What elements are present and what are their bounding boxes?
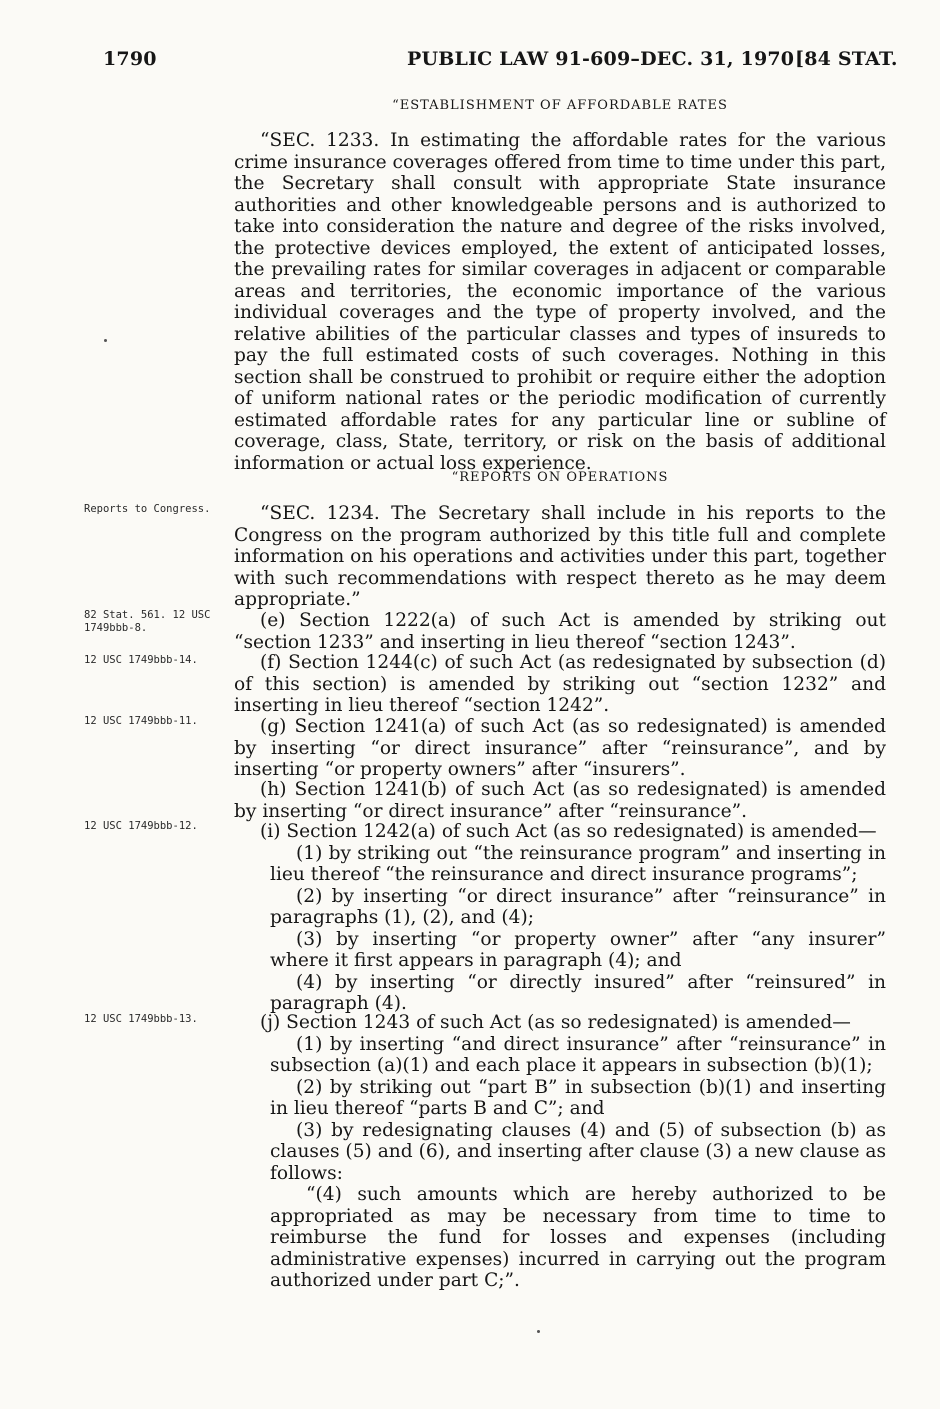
margin-note-e: 82 Stat. 561. 12 USC 1749bbb-8.	[84, 609, 211, 634]
paragraph-j-2: (2) by striking out “part B” in subsection (b)(1) and inserting in lieu thereof “parts B and C”; and	[270, 1076, 886, 1119]
paragraph-i: (i) Section 1242(a) of such Act (as so redesignated) is amended— (1) by striking out “the reinsurance program” and inserting in lieu thereof “the reinsurance and direct insurance programs”; (2) by inserting “or direct insurance” after “reinsurance” in paragraphs (1), (2), and (4); (3) by inserting “or property owner” after “any insurer” where it first appears in paragraph (4); and (4) by inserting “or directly insured” after “reinsured” in paragraph (4).	[234, 821, 886, 1015]
paragraph-i-4: (4) by inserting “or directly insured” after “reinsured” in paragraph (4).	[270, 971, 886, 1014]
paragraph-j-3: (3) by redesignating clauses (4) and (5) of subsection (b) as clauses (5) and (6), and inserting after clause (3) a new clause as follows:	[270, 1119, 886, 1184]
paragraph-i-3: (3) by inserting “or property owner” after “any insurer” where it first appears in paragraph (4); and	[270, 928, 886, 971]
paragraph-j: (j) Section 1243 of such Act (as so redesignated) is amended— (1) by inserting “and direct insurance” after “reinsurance” in subsection (a)(1) and each place it appears in subsection (b)(1); (2) by striking out “part B” in subsection (b)(1) and inserting in lieu thereof “parts B and C”; and (3) by redesignating clauses (4) and (5) of subsection (b) as clauses (5) and (6), and inserting after clause (3) a new clause as follows: “(4) such amounts which are hereby authorized to be appropriated as may be necessary from time to time to reimburse the fund for losses and expenses (including administrative expenses) incurred in carrying out the program authorized under part C;”.	[234, 1012, 886, 1292]
paragraph-i-2: (2) by inserting “or direct insurance” after “reinsurance” in paragraphs (1), (2), and (4);	[270, 885, 886, 928]
section-1234	[234, 503, 886, 611]
margin-note-j: 12 USC 1749bbb-13.	[84, 1013, 198, 1025]
section-1234-heading: “REPORTS ON OPERATIONS	[451, 470, 669, 485]
margin-note-g: 12 USC 1749bbb-11.	[84, 715, 198, 727]
paragraph-e: (e) Section 1222(a) of such Act is amended by striking out “section 1233” and inserting in lieu thereof “section 1243”.	[234, 610, 886, 653]
stat-volume: [84 STAT.	[795, 48, 898, 70]
margin-note-i: 12 USC 1749bbb-12.	[84, 820, 198, 832]
margin-note-reports: Reports to Congress.	[84, 503, 211, 515]
margin-note-f: 12 USC 1749bbb-14.	[84, 654, 198, 666]
page-mark	[537, 1330, 540, 1333]
paragraph-g: (g) Section 1241(a) of such Act (as so redesignated) is amended by inserting “or direct insurance” after “reinsurance”, and by inserting “or property owners” after “insurers”.	[234, 716, 886, 780]
running-header	[0, 48, 940, 78]
paragraph-f: (f) Section 1244(c) of such Act (as redesignated by subsection (d) of this section) is amended by striking out “section 1232” and inserting in lieu thereof “section 1242”.	[234, 652, 886, 716]
paragraph-j-3-quote: “(4) such amounts which are hereby authorized to be appropriated as may be necessary from time to time to reimburse the fund for losses and expenses (including administrative expenses) incurred in carrying out the program authorized under part C;”.	[270, 1184, 886, 1291]
page-number: 1790	[103, 48, 157, 70]
section-1233-text: “SEC. 1233. In estimating the affordable rates for the various crime insurance coverages offered from time to time under this part, the Secretary shall consult with appropriate State insurance authorities and other knowledgeable persons and is authorized to take into consideration the nature and degree of the risks involved, the protective devices employed, the extent of anticipated losses, the prevailing rates for similar coverages in adjacent or comparable areas and territories, the economic importance of the various individual coverages and the type of property involved, and the relative abilities of the particular classes and types of insureds to pay the full estimated costs of such coverages. Nothing in this section shall be construed to prohibit or require either the adoption of uniform national rates or the periodic modification of currently estimated affordable rates for any particular line or subline of coverage, class, State, territory, or risk on the basis of additional information or actual loss experience.	[234, 130, 886, 474]
section-1233	[234, 130, 886, 474]
law-title: PUBLIC LAW 91-609–DEC. 31, 1970	[407, 48, 795, 70]
section-1234-text: “SEC. 1234. The Secretary shall include in his reports to the Congress on the program authorized by this title full and complete information on his operations and activities under this part, together with such recommendations with respect thereto as he may deem appropriate.”	[234, 503, 886, 610]
margin-mark	[104, 339, 107, 342]
paragraph-j-1: (1) by inserting “and direct insurance” after “reinsurance” in subsection (a)(1) and each place it appears in subsection (b)(1);	[270, 1033, 886, 1076]
section-1233-heading: “ESTABLISHMENT OF AFFORDABLE RATES	[392, 98, 728, 113]
paragraph-i-1: (1) by striking out “the reinsurance program” and inserting in lieu thereof “the reinsurance and direct insurance programs”;	[270, 842, 886, 885]
paragraph-h: (h) Section 1241(b) of such Act (as so redesignated) is amended by inserting “or direct insurance” after “reinsurance”.	[234, 779, 886, 822]
